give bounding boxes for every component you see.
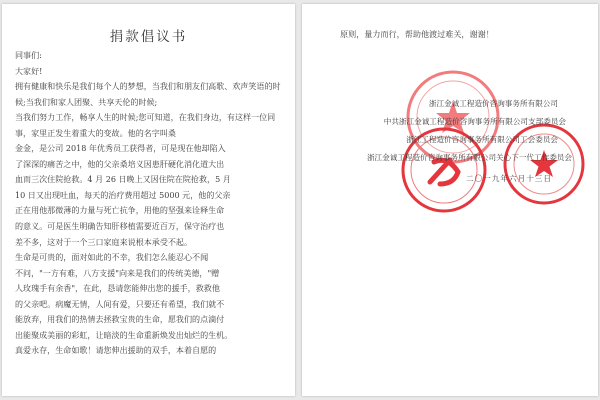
- paragraph-line: 不问，"一方有难，八方支援"向来是我们的传统美德，"赠: [15, 268, 220, 278]
- paragraph-line: 出能聚成美丽的彩虹，让暗淡的生命重新焕发出灿烂的生机。: [15, 330, 233, 340]
- paragraph-line: 了深深的痛苦之中，他的父亲桑培义因患肝硬化消化道大出: [15, 159, 225, 169]
- paragraph-line: 金金，是公司 2018 年优秀员工获得者，可是现在他却陷入: [15, 144, 226, 154]
- organization-name: 浙江金诚工程造价咨询事务所有限公司: [428, 99, 558, 108]
- organization-name: 中共浙江金诚工程造价咨询事务所有限公司支部委员会: [383, 117, 566, 126]
- paragraph-line: 拥有健康和快乐是我们每个人的梦想，当我们和朋友们高歌、欢声笑语的时候;当我们和家人团聚、共享天伦的时候;: [15, 82, 281, 107]
- date: 二〇一九年六月十三日: [466, 174, 552, 183]
- paragraph-line: 人玫瑰手有余香"，在此，恳请您能伸出您的援手，救救他: [15, 284, 220, 294]
- left-page: [2, 4, 295, 396]
- paragraph-line: 的意义。可是医生明确告知肝移植需要近百万，保守治疗也: [15, 222, 225, 232]
- paragraph-line: 能放弃，用我们的热情去拯救宝贵的生命，愿我们的点滴付: [15, 315, 225, 325]
- greeting-line: 同事们:: [15, 51, 42, 60]
- paragraph-line: 差不多，这对于一个三口家庭来说根本承受不起。: [15, 237, 193, 247]
- body-text: [15, 48, 283, 359]
- right-page: [302, 4, 598, 396]
- closing-line: 原则，量力而行，帮助他渡过难关，谢谢！: [340, 29, 494, 39]
- paragraph-line: 当我们努力工作，畅享人生的时候;您可知道，在我们身边，有这样一位同事，家里正发生着重大的变故。他的名字叫桑: [15, 113, 276, 138]
- document-title: 捐款倡议书: [109, 29, 188, 45]
- organization-name: 浙江金诚工程造价咨询事务所有限公司关心下一代工作委员会: [366, 153, 572, 162]
- organization-name: 浙江工程造价咨询事务所有限公司工会委员会: [406, 135, 558, 144]
- paragraph-line: 大家好!: [15, 66, 43, 76]
- paragraph-line: 的父亲吧。病魔无情，人间有爱，只要还有希望，我们就不: [15, 299, 225, 309]
- paragraph-line: 生命是可贵的，面对如此的不幸，我们怎么能忍心不闻: [15, 253, 209, 263]
- paragraph-line: 正在用他那微薄的力量与死亡抗争，用他的坚强来诠释生命: [15, 206, 225, 216]
- paragraph-line: 真爱永存，生命如歌！请您伸出援助的双手，本着自愿的: [15, 346, 217, 356]
- paragraph-line: 血而三次住院抢救。4 月 26 日晚上又因住院在院抢救，5 月: [15, 175, 231, 185]
- paragraph-line: 10 日又出现吐血，每天的治疗费用超过 5000 元，他的父亲: [15, 190, 231, 200]
